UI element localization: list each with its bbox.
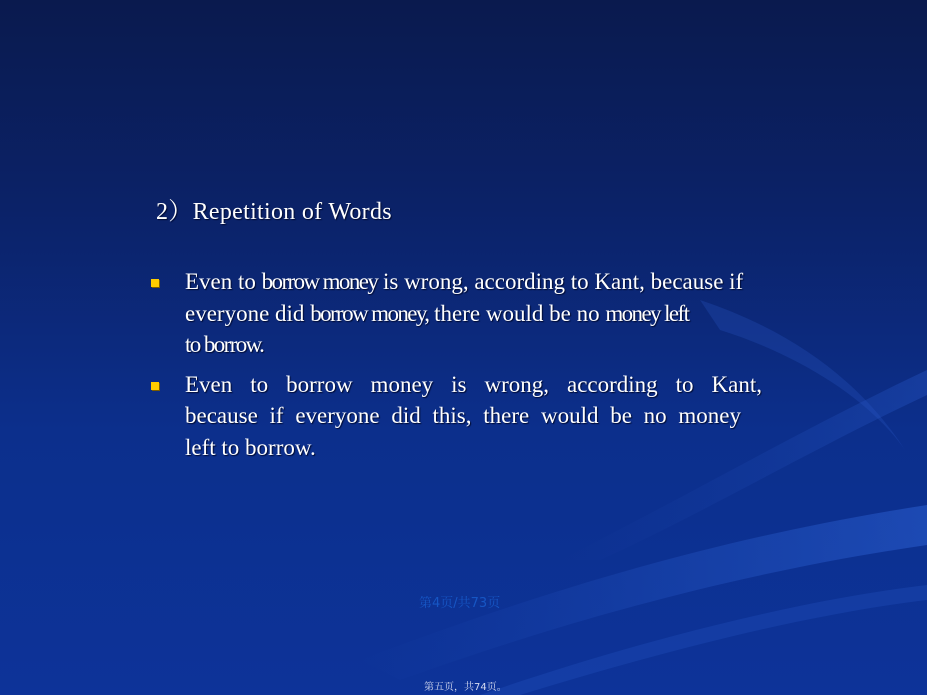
bullet-1-line-2: [185, 298, 762, 330]
page-footer: 第五页，共74页。: [424, 682, 507, 693]
square-bullet-icon: [151, 382, 159, 390]
bullet-list: [150, 266, 762, 463]
bullet-2-line-3: left to borrow.: [185, 434, 316, 460]
text-run: there would be no: [428, 300, 606, 326]
text-run-condensed: borrow money: [261, 269, 378, 294]
text-run: is wrong, according to Kant, because if: [377, 269, 744, 294]
text-run-condensed: borrow money,: [310, 300, 429, 326]
text-run-condensed: money left: [605, 300, 689, 326]
bullet-1-line-3: to borrow.: [185, 332, 264, 357]
slide-title: 2）Repetition of Words: [156, 199, 392, 225]
bullet-2-line-2: because if everyone did this, there would be no money: [185, 403, 742, 428]
text-run: everyone did: [185, 300, 311, 326]
page-indicator: 第4页/共73页: [419, 596, 501, 611]
text-run: Even to: [185, 269, 262, 294]
square-bullet-icon: [151, 279, 159, 287]
bullet-2-line-1: Even to borrow money is wrong, according to Kant,: [185, 371, 762, 397]
bullet-item-2: [150, 369, 762, 464]
bullet-item-1: [150, 266, 762, 361]
bullet-1-line-1: [185, 266, 762, 298]
